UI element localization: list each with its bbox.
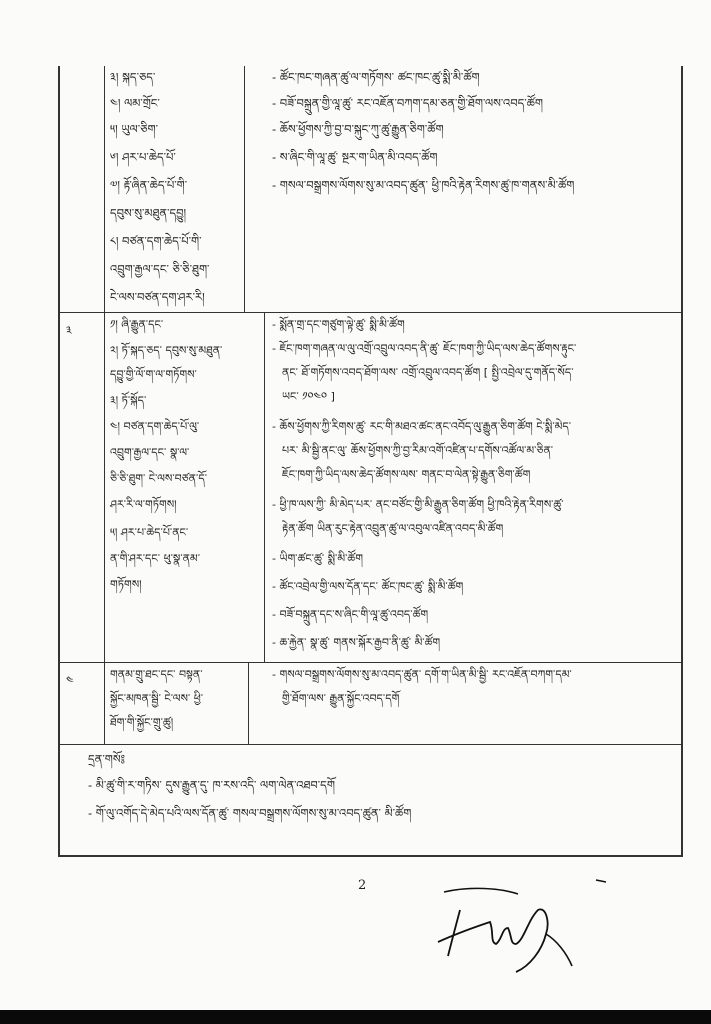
signature [430, 870, 610, 980]
list-item: - ས་ཞིང་གི་ལཱ་ཚུ་ སྔར་ག་ཡིན་མི་འབད་ཚོག [272, 150, 438, 164]
list-item: གནམ་གྲུ་ཐང་དང་ བསྟན་ [110, 668, 203, 681]
list-item: འབྲུག་རྒྱལ་དང་ སྣ་ལ་ [110, 446, 190, 459]
list-item: - ཆོས་ཕྱོགས་ཀྱི་བྱ་བ་སྐུང་ཀུ་ཚུ་རྒྱུན་ཅིག་ཚོག [272, 122, 444, 136]
row-divider-1 [58, 312, 683, 313]
list-item: ཤར་རི་ལ་གཏོགས། [110, 498, 177, 511]
column-divider-3 [104, 312, 105, 663]
list-item: དབུས་སུ་མཐུན་དབྱུ། [110, 206, 187, 220]
list-item: ༤། བཙན་དག་ཆེད་པོ་ལུ་ [110, 420, 200, 433]
table-border-right [681, 66, 683, 856]
list-item: གྱི་ཐོག་ལས་ རྒྱུན་སྐྱོང་འབད་དགོ [282, 692, 400, 705]
table-border-bottom [58, 855, 683, 857]
list-item: ༢། ཏོ་སྐད་ཅད་ དབུས་སུ་མཐུན་ [110, 344, 223, 357]
list-item: - ཡིག་ཚང་ཚུ་ སྨི་མི་ཚོག [272, 552, 363, 565]
list-item: ༡། ཞི་རྒྱུན་དང་ [110, 318, 164, 331]
list-item: - སྨོན་གྲ་དང་གཙུག་ལྟེ་ཚུ་ སྨི་མི་ཚོག [272, 318, 405, 331]
list-item: དབྱུ་གྱི་ལོ་ག་ལ་གཏོགས་ [110, 368, 197, 381]
list-item: ཇོང་ཁག་ཀྱི་ཡིད་ལས་ཆེད་ཚོགས་ལས་ གནང་བ་ལེན་སྟེ་རྒྱུན་ཅིག་ཚོག [282, 468, 531, 481]
list-item: པར་ མི་སྦྱི་ནང་ལུ་ ཆོས་ཕྱོགས་ཀྱི་བྱ་རིམ་འགོ་འཛིན་པ་དགོས་འཚོལ་མ་ཅིན་ [282, 444, 554, 457]
column-divider-1 [104, 66, 105, 312]
list-item: ༥། ཤར་པ་ཆེད་པོ་ནང་ [110, 526, 189, 539]
list-item: ཐོག་གི་སྐྱོང་གྲུ་ཚུ། [110, 716, 174, 729]
table-border-left [58, 66, 60, 856]
list-item: - གོ་ལུ་འགོད་དེ་མེད་པའི་ལས་དོན་ཚུ་ གསལ་བསྒྲགས་ལོགས་སུ་མ་འབད་ཚུན་ མི་ཚོག [88, 806, 412, 820]
column-divider-2 [244, 66, 245, 312]
column-divider-5 [104, 662, 105, 744]
list-item: - བཟོ་བསྐྲུན་གྱི་ལཱ་ཚུ་ རང་འཇོན་བཀག་དམ་ཅན་གྱི་ཐོག་ལས་འབད་ཚོག [272, 96, 543, 110]
list-item: ༦། ཤར་པ་ཆེད་པོ་ [110, 150, 176, 164]
list-item: - ཆ་རྐྱེན་ སྣ་ཚུ་ གནས་སྐོར་རྒྱབ་ནི་ཚུ་ མི་ཚོག [272, 636, 441, 649]
column-divider-6 [248, 662, 249, 744]
list-item: ༨། བཙན་དག་ཆེད་པོ་གི་ [110, 234, 202, 248]
list-item: འབྲུག་རྒྱལ་དང་ ཅི་ཅི་ཐུག་ [110, 262, 210, 276]
list-item: ༣། སྐད་ཅད་ [110, 70, 156, 84]
column-divider-4 [264, 312, 265, 663]
list-item: - ཕྱི་ཁ་ལས་ཀྱི་ མི་མེད་པར་ ནང་བཙོང་གྱི་མི་རྒྱུན་ཅིག་ཚོག ཕྱི་ཁའི་རྟེན་རིགས་ཚུ་ [272, 498, 564, 511]
list-item: - བཟོ་བསྐྲུན་དང་ས་ཞིང་གི་ལཱ་ཚུ་འབད་ཚོག [272, 608, 429, 621]
list-item: - ཇོང་ཁག་གཞན་ལ་ལུ་འགྲོ་འབྲུལ་འབད་ནི་ཚུ་ ཇོང་ཁག་ཀྱི་ཡིད་ལས་ཆེད་ཚོགས་རྟུང་ [272, 342, 577, 355]
row-divider-3 [58, 744, 683, 745]
list-item: ༧། རྟོ་ཞིན་ཆེད་པོ་གི་ [110, 178, 188, 192]
list-item: གཏོགས། [110, 578, 142, 591]
list-item: - ཆོས་ཕྱོགས་ཀྱི་རིགས་ཚུ་ རང་གི་མཐའ་ཚང་ནང་འབོད་ལུ་རྒྱུན་ཅིག་ཚོག ངེ་སྨི་མེད་ [272, 420, 572, 433]
row-divider-2 [58, 662, 683, 663]
list-item: - གསལ་བསྒྲགས་ལོགས་སུ་མ་འབད་ཚུན་ ཕྱི་ཁའི་རྟེན་རིགས་ཚུ་ཁ་གནས་མི་ཚོག [272, 178, 575, 192]
page-number: 2 [358, 878, 367, 893]
list-item: སྐྱོང་མཁན་སྦྱི་ ངེ་ལས་ ཕྱི་ [110, 692, 204, 705]
list-item: ངེ་ལས་བཙན་དག་ཤར་རི། [110, 290, 205, 304]
list-item: ༤། ལམ་གྲོང་ [110, 96, 160, 110]
row-number: ༣ [66, 324, 72, 337]
list-item: - མི་ཚུ་གི་ར་གཏིས་ དུས་རྒྱུན་དུ་ ཁ་རས་འདི་ ལག་ལེན་འཐབ་དགོ [88, 778, 335, 792]
list-item: ནང་ ཐོ་གཏོགས་འབད་ཐོག་ལས་ འགྲོ་འབྲུལ་འབད་ཚོག [ སྤྱི་འབྲེལ་དུ་གནོད་སོད་ [282, 366, 574, 379]
list-item: ཡང་ ༡༠༤༠ ] [282, 390, 335, 403]
list-item: རྟེན་ཚོག ཡིན་རུང་རྟེན་འབྲུན་ཚུ་ལ་འབུལ་འཛིན་འབད་མི་ཚོག [282, 522, 504, 535]
list-item: - གསལ་བསྒྲགས་ལོགས་སུ་མ་འབད་ཚུན་ དགོ་ག་ཡིན་མི་སྦྱི་ རང་འཇོན་བཀག་དམ་ [272, 668, 572, 681]
list-item: - ཚོང་ཁང་གཞན་ཚུ་ལ་གཏོགས་ ཚང་ཁང་ཚུ་སྨི་མི་ཚོག [272, 70, 480, 84]
list-item: ༥། ཡུལ་ཅིག་ [110, 122, 159, 136]
notes-heading: དྲན་གསོ༔ [88, 752, 125, 766]
list-item: ཅི་ཅི་ཐུག་ ངེ་ལས་བཙན་དོ་ [110, 472, 208, 485]
row-number: ༤ [66, 674, 74, 687]
list-item: - ཚོང་འབྲེལ་གྱི་ལས་དོན་དང་ ཚོང་ཁང་ཚུ་ སྨི་མི་ཚོག [272, 580, 464, 593]
list-item: ༣། ཏོ་སྐོད་ [110, 394, 147, 407]
list-item: ན་གི་ཤར་དང་ ཕུ་སྣ་ནམ་ [110, 552, 201, 565]
bottom-edge [0, 1010, 711, 1024]
